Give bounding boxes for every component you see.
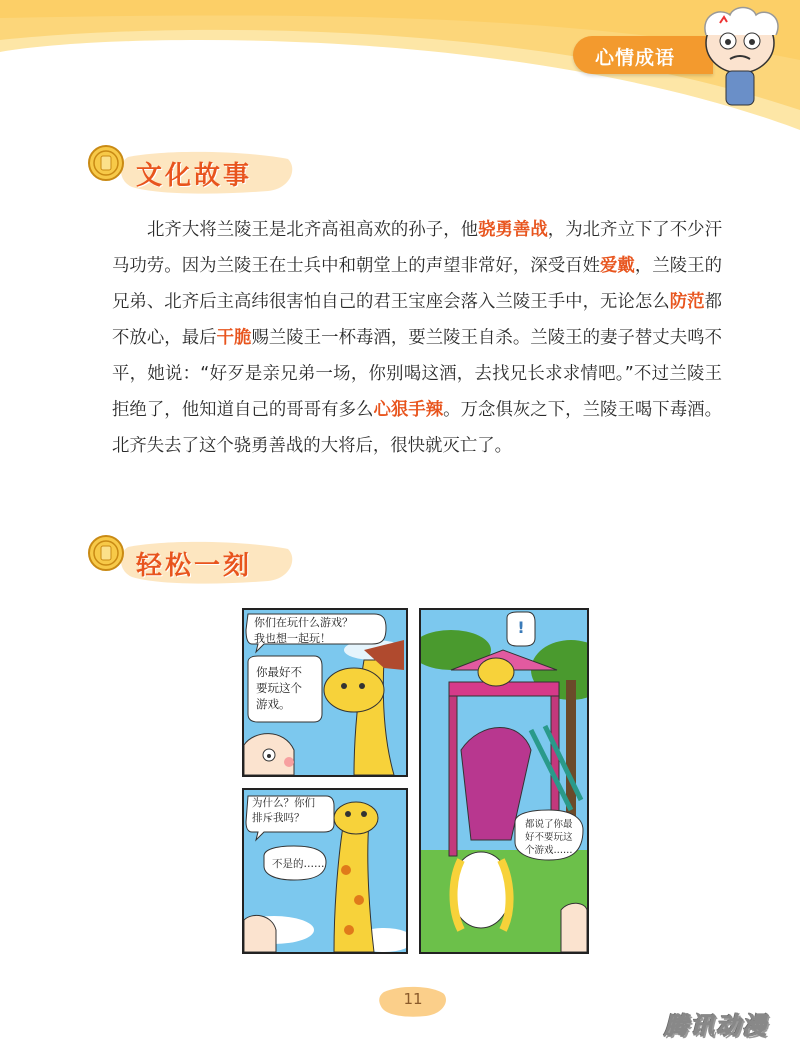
story-text-segment: ，为北齐立下了不少汗马功劳。因为兰陵王在士兵中和朝堂上的声望非常好，深受百姓 [112,220,722,276]
mascot-icon [690,5,790,115]
page-number: 11 [403,990,423,1008]
comic-panel-1 [242,608,408,777]
story-text-segment: 。万念俱灰之下，兰陵王喝下毒酒。北齐失去了这个骁勇善战的大将后，很快就灭亡了。 [112,400,722,456]
speech-bubble-3 [525,818,583,857]
coin-icon [86,533,126,573]
bubble-line: 你最好不 [256,665,302,679]
bubble-line: 要玩这个 [256,681,302,695]
bubble-line: 游戏。 [256,697,291,711]
section-title: 文化故事 [136,161,253,191]
bubble-line: 都说了你最 [525,819,573,830]
section-title: 轻松一刻 [136,551,253,581]
watermark: 腾讯动漫 [664,1012,768,1040]
bubble-line: 好不要玩这 [525,832,573,843]
comic-panel-3 [419,608,589,954]
bubble-line: 为什么？你们 [252,797,315,809]
highlighted-idiom: 爱戴 [600,256,635,276]
section-heading-culture-story [78,135,338,205]
coin-icon [86,143,126,183]
bubble-line: 个游戏…… [525,845,573,856]
speech-bubble-2a [252,796,336,826]
story-text-segment: ，兰陵王的兄弟、北齐后主高纬很害怕自己的君王宝座会落入兰陵王手中，无论怎么 [112,256,722,312]
story-text-segment: 北齐大将兰陵王是北齐高祖高欢的孙子，他 [147,220,479,240]
comic-panel-2 [242,788,408,954]
bubble-line: 排斥我吗？ [252,812,305,824]
story-text [112,212,722,464]
header-tab-label: 心情成语 [595,47,676,69]
section-heading-relax-moment [78,525,338,595]
highlighted-idiom: 心狠手辣 [373,400,444,420]
top-banner [0,0,800,150]
speech-bubble-2b [272,856,332,872]
bubble-line: 不是的…… [272,858,325,870]
page-number-badge [378,984,448,1018]
story-text-segment: 赐兰陵王一杯毒酒，要兰陵王自杀。兰陵王的妻子替丈夫鸣不平，她说：“好歹是亲兄弟一场，你别喝这酒，去找兄长求求情吧。”不过兰陵王拒绝了，他知道自己的哥哥有多么 [112,328,722,420]
thought-bubble: ! [517,618,525,637]
bubble-line: 你们在玩什么游戏？ [254,616,353,629]
story-paragraph [112,212,722,464]
bubble-line: 我也想一起玩！ [254,632,331,645]
story-text-segment: 都不放心，最后 [112,292,722,348]
highlighted-idiom: 防范 [669,292,705,312]
highlighted-idiom: 干脆 [216,328,252,348]
highlighted-idiom: 骁勇善战 [478,220,548,240]
speech-bubble-1b [256,664,322,712]
speech-bubble-1a [254,615,384,647]
